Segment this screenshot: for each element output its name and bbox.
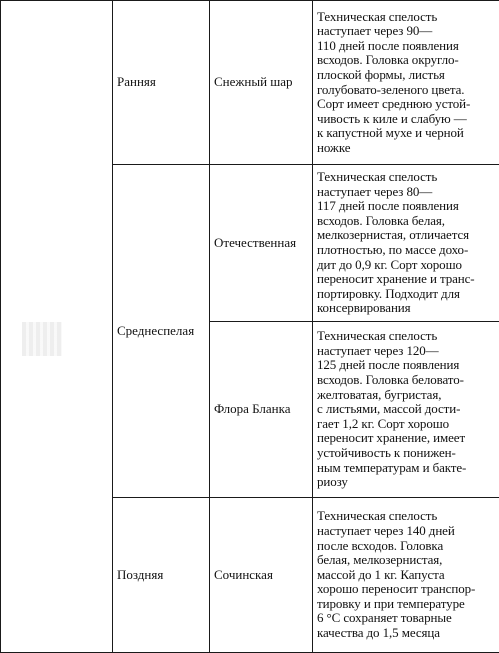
description-line: плоской формы, листья <box>317 68 495 83</box>
ripening-cell <box>113 165 210 498</box>
ripening-cell <box>113 498 210 653</box>
description-line: Техническая спелость <box>317 10 495 25</box>
description-line: гает 1,2 кг. Сорт хорошо <box>317 417 495 432</box>
description-line: наступает через 90— <box>317 24 495 39</box>
description-line: мелкозернистая, отличается <box>317 228 495 243</box>
description-line: голубовато-зеленого цвета. <box>317 83 495 98</box>
description-line: устойчивость к понижен- <box>317 446 495 461</box>
description-line: 6 °С сохраняет товарные <box>317 611 495 626</box>
variety-cell <box>210 322 313 498</box>
description-line: хорошо переносит транспор- <box>317 582 495 597</box>
description-line: наступает через 140 дней <box>317 524 495 539</box>
description-line: всходов. Головка округло- <box>317 53 495 68</box>
variety-cell <box>210 498 313 653</box>
description-line: переносит хранение и транс- <box>317 272 495 287</box>
description-line: переносит хранение, имеет <box>317 431 495 446</box>
variety-cell <box>210 1 313 165</box>
scan-smudge <box>22 322 62 356</box>
ripening-label: Ранняя <box>117 74 156 89</box>
description-line: чивость к киле и слабую — <box>317 112 495 127</box>
description-line: белая, мелкозернистая, <box>317 553 495 568</box>
description-line: всходов. Головка белая, <box>317 214 495 229</box>
description-line: после всходов. Головка <box>317 539 495 554</box>
description-line: 125 дней после появления <box>317 358 495 373</box>
description-line: 110 дней после появления <box>317 39 495 54</box>
description-cell <box>313 1 499 165</box>
description-cell <box>313 165 499 322</box>
description-line: риозу <box>317 475 495 490</box>
description-line: к капустной мухе и черной <box>317 126 495 141</box>
variety-cell <box>210 165 313 322</box>
description-line: консервирования <box>317 301 495 316</box>
description-line: всходов. Головка беловато- <box>317 373 495 388</box>
variety-name: Сочинская <box>214 567 273 582</box>
description-line: Техническая спелость <box>317 170 495 185</box>
description-line: ножке <box>317 141 495 156</box>
description-line: Техническая спелость <box>317 329 495 344</box>
description-line: тировку и при температуре <box>317 597 495 612</box>
table-row <box>1 1 499 165</box>
description-line: Техническая спелость <box>317 509 495 524</box>
description-line: портировку. Подходит для <box>317 287 495 302</box>
description-cell <box>313 322 499 498</box>
description-line: наступает через 80— <box>317 185 495 200</box>
description-line: ным температурам и бакте- <box>317 461 495 476</box>
variety-name: Отечественная <box>214 235 296 250</box>
variety-name: Флора Бланка <box>214 401 291 416</box>
description-line: дит до 0,9 кг. Сорт хорошо <box>317 258 495 273</box>
description-line: с листьями, массой дости- <box>317 402 495 417</box>
description-line: Сорт имеет среднюю устой- <box>317 97 495 112</box>
description-line: наступает через 120— <box>317 344 495 359</box>
description-line: качества до 1,5 месяца <box>317 626 495 641</box>
ripening-cell <box>113 1 210 165</box>
ripening-label: Среднеспелая <box>117 323 194 338</box>
description-line: массой до 1 кг. Капуста <box>317 568 495 583</box>
description-line: плотностью, по массе дохо- <box>317 243 495 258</box>
description-cell <box>313 498 499 653</box>
variety-name: Снежный шар <box>214 74 293 89</box>
ripening-label: Поздняя <box>117 567 163 582</box>
description-line: желтоватая, бугристая, <box>317 388 495 403</box>
description-line: 117 дней после появления <box>317 199 495 214</box>
